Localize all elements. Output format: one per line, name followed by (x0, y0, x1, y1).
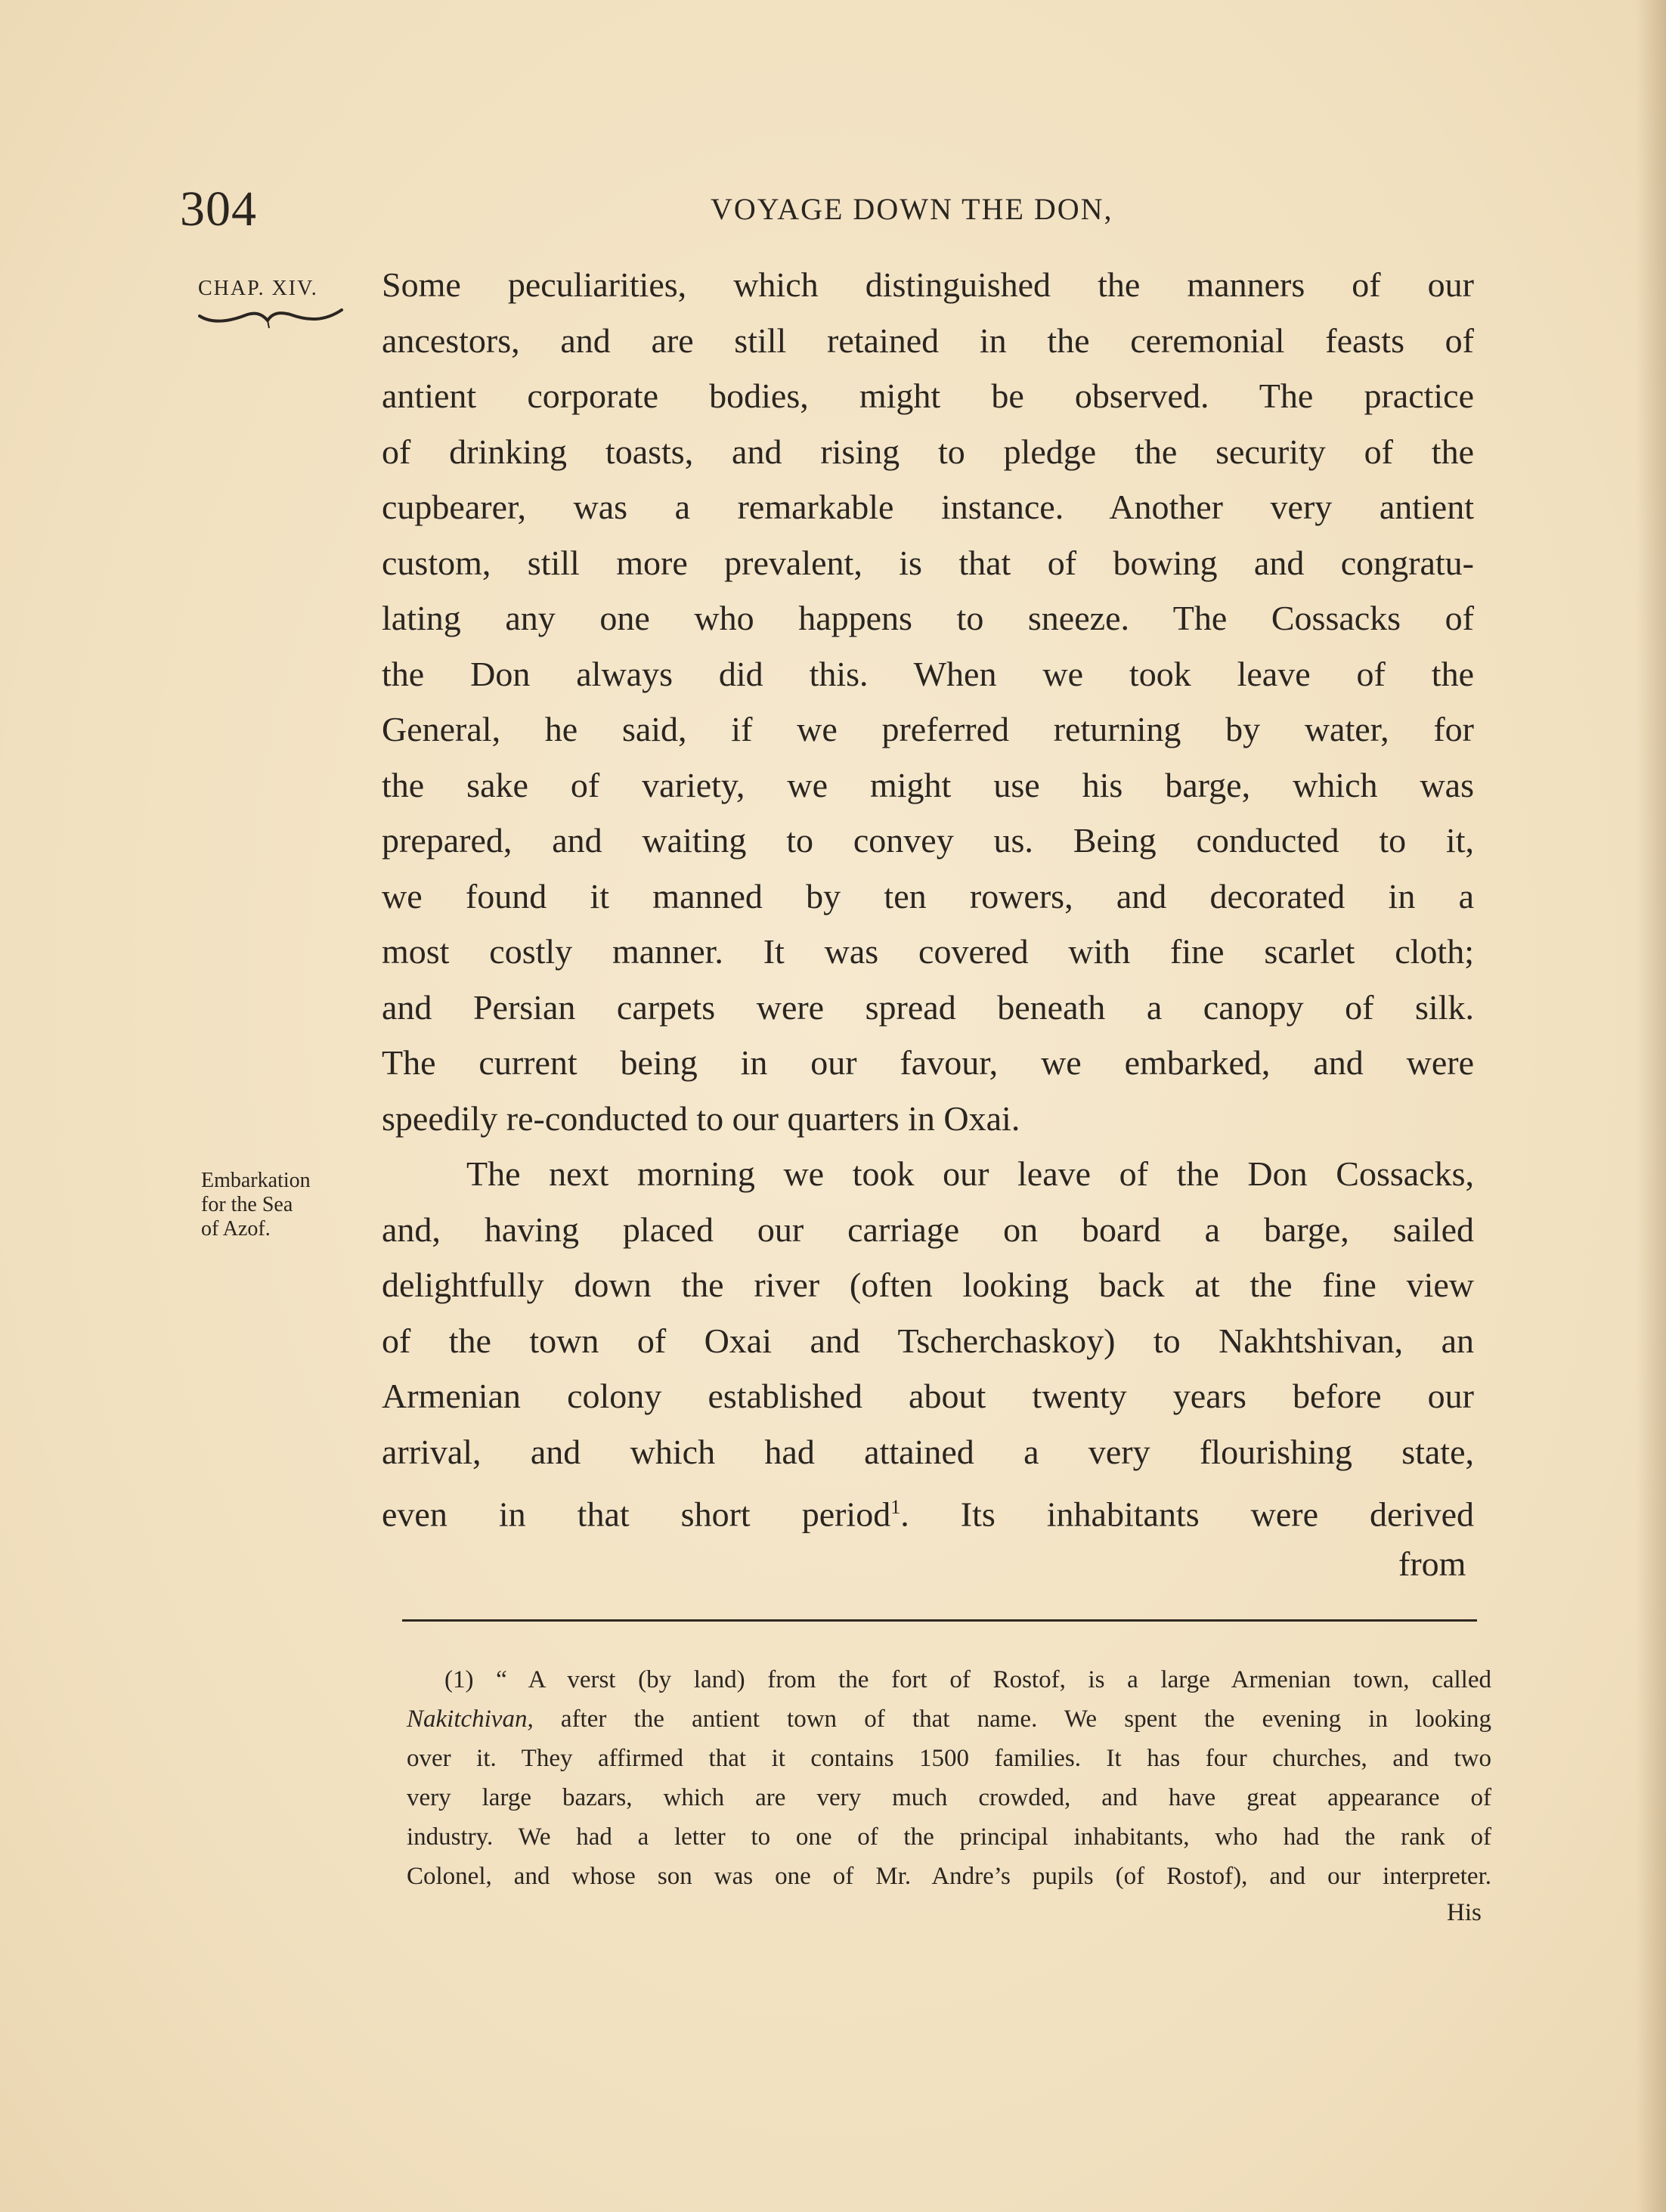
text-line: the sake of variety, we might use his barge, which was (382, 765, 1474, 804)
footnote-line (407, 1699, 1491, 1739)
text-line: of drinking toasts, and rising to pledge the security of the (382, 432, 1474, 471)
text-line: even in that short period$^1$. Its inhabitants were derived (382, 1495, 1474, 1534)
chapter-ornament-icon (197, 305, 345, 331)
footnote (407, 1660, 1491, 1896)
text-line: speedily re-conducted to our quarters in Oxai. (382, 1098, 1020, 1138)
text-line: Some peculiarities, which distinguished the manners of our (382, 265, 1474, 304)
text-fragment: Its inhabitants were derived (960, 1495, 1474, 1534)
text-line: custom, still more prevalent, is that of bowing and congratu- (382, 543, 1474, 582)
text-line: The next morning we took our leave of the Don Cossacks, (466, 1154, 1474, 1193)
text-line: prepared, and waiting to convey us. Being conducted to it, (382, 821, 1474, 860)
text-line: lating any one who happens to sneeze. The Cossacks of (382, 599, 1474, 637)
footnote-reference: 1 (890, 1496, 901, 1518)
footnote-text: after the antient town of that name. We spent the evening in looking (560, 1705, 1491, 1733)
footnote-catchword: His (1447, 1899, 1482, 1926)
chapter-label: CHAP. XIV. (198, 277, 318, 300)
text-line: cupbearer, was a remarkable instance. Another very antient (382, 488, 1474, 526)
text-line: Armenian colony established about twenty years before our (382, 1377, 1474, 1415)
footnote-italic-term: Nakitchivan, (407, 1705, 534, 1733)
text-line: and Persian carpets were spread beneath a canopy of silk. (382, 987, 1474, 1027)
text-line: delightfully down the river (often looking back at the fine view (382, 1266, 1474, 1304)
sidenote-line: Embarkation (201, 1169, 311, 1192)
text-line: antient corporate bodies, might be observed. The practice (382, 376, 1474, 415)
running-title: VOYAGE DOWN THE DON, (711, 192, 1113, 226)
footnote-line (407, 1660, 1491, 1699)
text-line: the Don always did this. When we took leave of the (382, 654, 1474, 693)
text-line: The current being in our favour, we embarked, and were (382, 1043, 1474, 1082)
text-line: of the town of Oxai and Tscherchaskoy) to Nakhtshivan, an (382, 1321, 1474, 1360)
footnote-divider (402, 1619, 1477, 1622)
text-fragment: even in that short period (382, 1495, 891, 1534)
text-line: we found it manned by ten rowers, and decorated in a (382, 876, 1474, 915)
catchword: from (1398, 1544, 1466, 1583)
margin-sidenote (201, 1169, 382, 1241)
footnote-text: “ A verst (by land) from the fort of Rostof, is a large Armenian town, called (496, 1666, 1491, 1693)
page-number: 304 (180, 181, 257, 237)
text-line: most costly manner. It was covered with fine scarlet cloth; (382, 932, 1474, 971)
footnote-line: Colonel, and whose son was one of Mr. Andre’s pupils (of Rostof), and our interpreter. (407, 1863, 1491, 1890)
body-text (382, 257, 1474, 1535)
page-edge-shadow (1636, 0, 1666, 2212)
footnote-line: industry. We had a letter to one of the principal inhabitants, who had the rank of (407, 1823, 1491, 1851)
sidenote-line: for the Sea (201, 1193, 293, 1216)
footnote-line: very large bazars, which are very much crowded, and have great appearance of (407, 1784, 1491, 1811)
text-line: ancestors, and are still retained in the ceremonial feasts of (382, 321, 1474, 360)
footnote-marker: (1) (444, 1666, 474, 1693)
text-line: General, he said, if we preferred returning by water, for (382, 710, 1474, 748)
text-line: and, having placed our carriage on board a barge, sailed (382, 1210, 1474, 1249)
footnote-line: over it. They affirmed that it contains 1500 families. It has four churches, and two (407, 1745, 1491, 1772)
sidenote-line: of Azof. (201, 1217, 271, 1241)
text-line: arrival, and which had attained a very flourishing state, (382, 1432, 1474, 1471)
